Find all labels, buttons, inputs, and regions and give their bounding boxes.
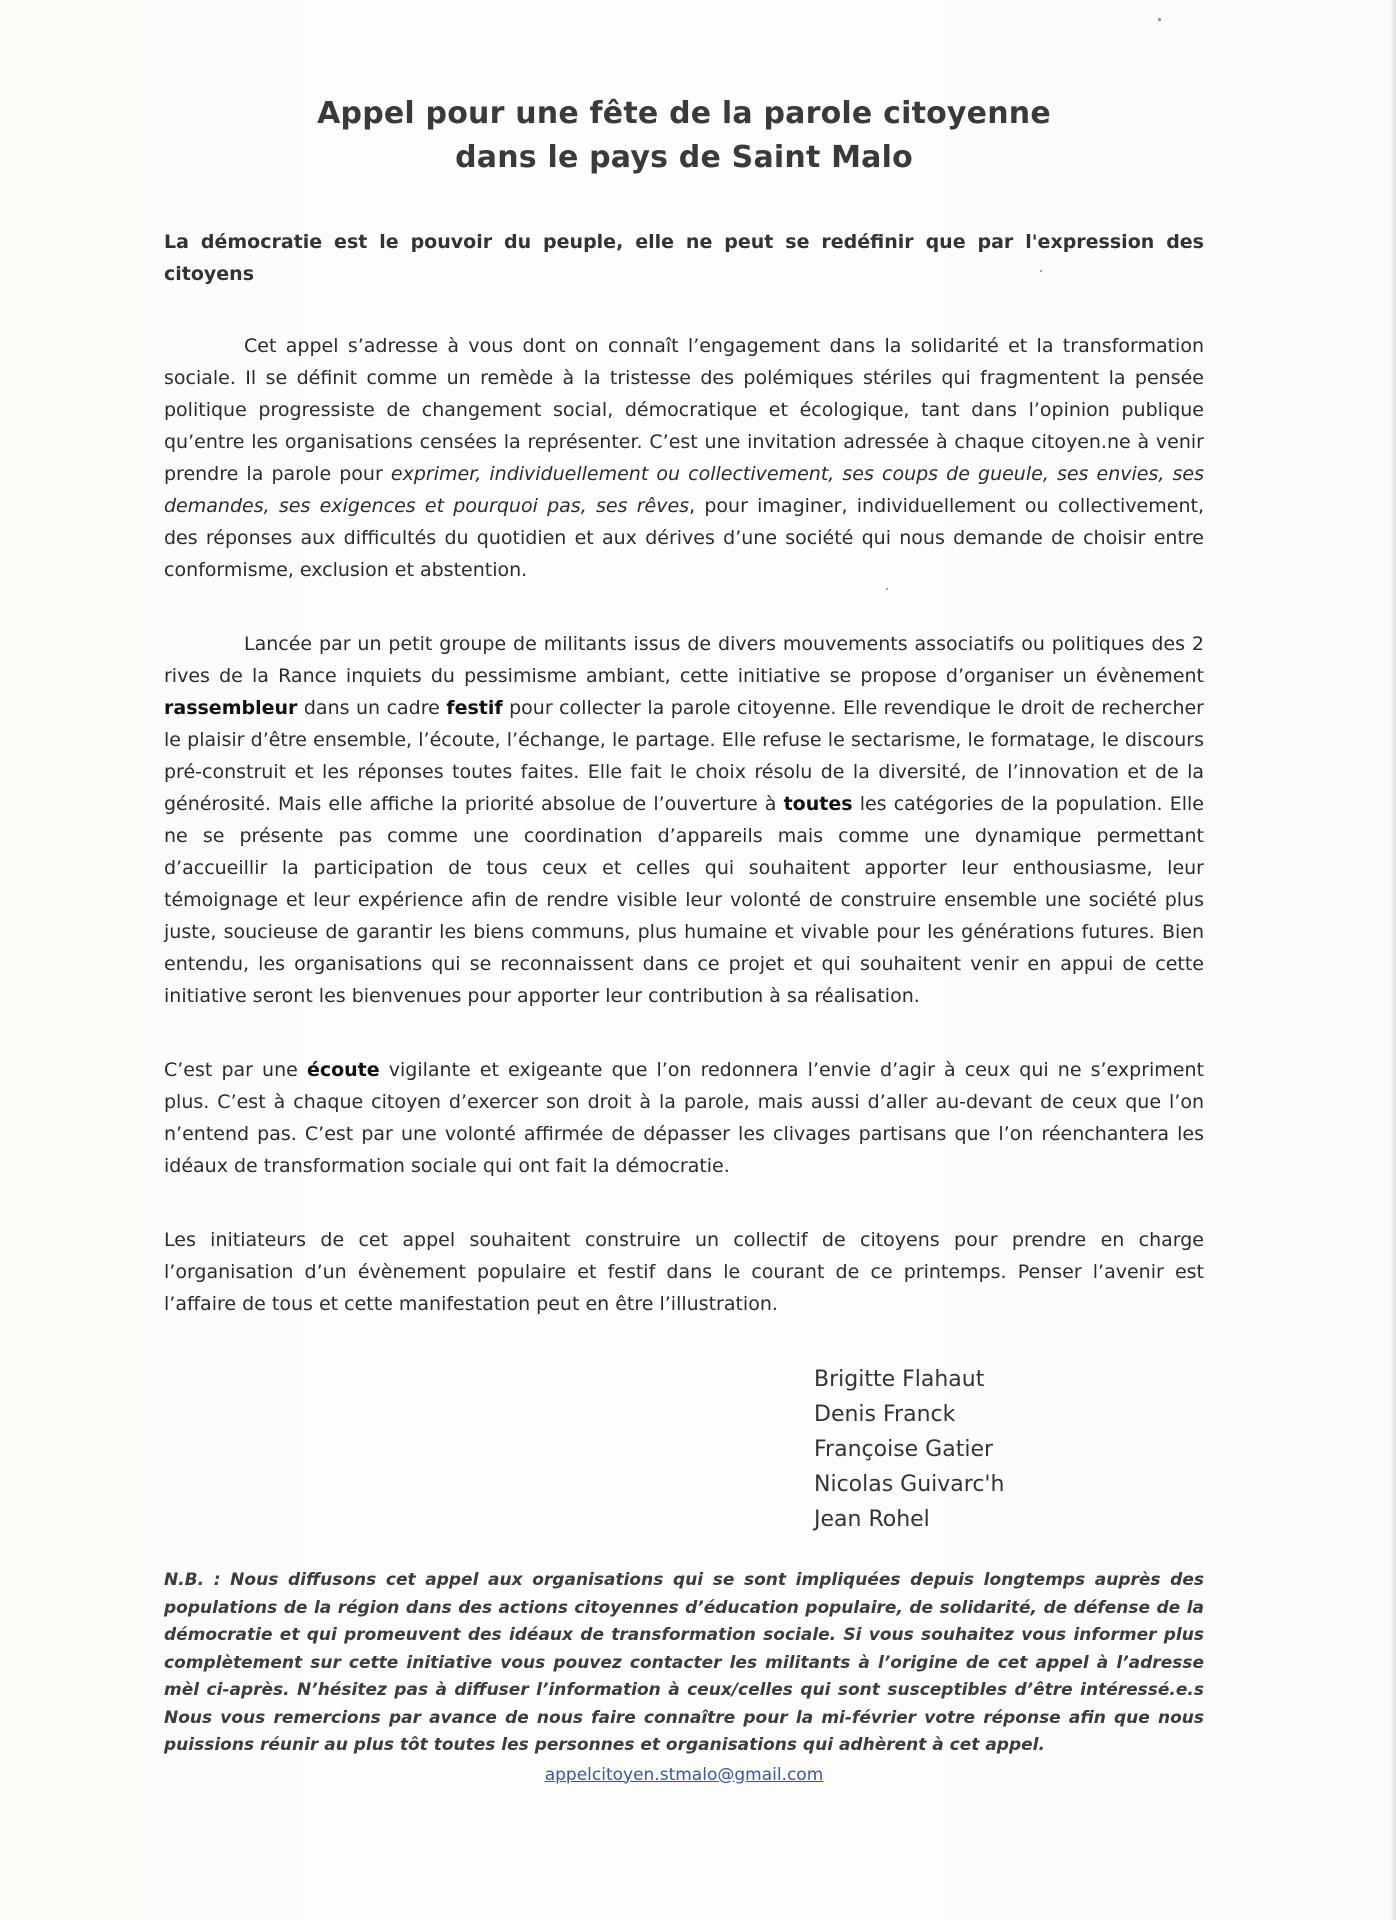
text-run: Les initiateurs de cet appel souhaitent construire un collectif de citoyens pour prendre en charge l’organisation d’un évènement populaire et festif dans le courant de ce printemps. Penser l’avenir est l’affaire de tous et cette manifestation peut en être l’illustration. xyxy=(164,1229,1204,1315)
emphasis-bold: festif xyxy=(446,697,503,719)
text-run: , pour imaginer, individuellement ou collectivement, des réponses aux difficultés du quotidien et aux dérives d’une société qui nous demande de choisir entre conformisme, exclusion et abstention. xyxy=(164,495,1204,581)
contact-email-link[interactable]: appelcitoyen.stmalo@gmail.com xyxy=(544,1764,824,1785)
signatories-list xyxy=(814,1362,1204,1537)
text-run: Lancée par un petit groupe de militants issus de divers mouvements associatifs ou politiques des 2 rives de la Rance inquiets du pessimisme ambiant, cette initiative se propose d’organiser un évènement xyxy=(164,633,1204,687)
page-edge-shadow xyxy=(1390,0,1396,1920)
emphasis-bold: toutes xyxy=(783,793,853,815)
title-line-2: dans le pays de Saint Malo xyxy=(455,140,913,175)
emphasis-bold: rassembleur xyxy=(164,697,298,719)
emphasis-bold: écoute xyxy=(306,1059,380,1081)
text-run: vigilante et exigeante que l’on redonnera l’envie d’agir à ceux qui ne s’expriment plus. C’est à chaque citoyen d’exercer son droit à la parole, mais aussi d’aller au-devant de ceux que l’on n’entend pas. C’est par une volonté affirmée de dépasser les clivages partisans que l’on réenchantera les idéaux de transformation sociale qui ont fait la démocratie. xyxy=(164,1059,1204,1177)
document-title xyxy=(164,92,1204,180)
text-run: C’est par une xyxy=(164,1059,307,1081)
letter-body xyxy=(164,92,1204,1788)
text-run: dans un cadre xyxy=(297,697,447,719)
emphasis-italic: exprimer, individuellement ou collectivement, ses coups de gueule, ses envies, ses demandes, ses exigences et pourquoi pas, ses rêves xyxy=(164,463,1205,517)
lead-statement: La démocratie est le pouvoir du peuple, elle ne peut se redéfinir que par l'expression des citoyens xyxy=(164,231,1204,285)
body-paragraph xyxy=(164,1224,1204,1320)
title-line-1: Appel pour une fête de la parole citoyenne xyxy=(317,96,1051,131)
body-paragraph xyxy=(164,1054,1204,1182)
signatory-name: Brigitte Flahaut xyxy=(814,1367,985,1392)
signatory-name: Françoise Gatier xyxy=(814,1437,994,1462)
signatory-name: Jean Rohel xyxy=(814,1507,930,1532)
text-run: pour collecter la parole citoyenne. Elle revendique le droit de rechercher le plaisir d’être ensemble, l’écoute, l’échange, le partage. Elle refuse le sectarisme, le formatage, le discours pré-construit et les réponses toutes faites. Elle fait le choix résolu de la diversité, de l’innovation et de la générosité. Mais elle affiche la priorité absolue de l’ouverture à xyxy=(164,697,1204,815)
signatory-name: Nicolas Guivarc'h xyxy=(814,1472,1005,1497)
body-paragraph xyxy=(164,330,1204,586)
signatory-name: Denis Franck xyxy=(814,1402,956,1427)
body-paragraphs xyxy=(164,330,1204,1320)
text-run: les catégories de la population. Elle ne se présente pas comme une coordination d’appareils mais comme une dynamique permettant d’accueillir la participation de tous ceux et celles qui souhaitent apporter leur enthousiasme, leur témoignage et leur expérience afin de rendre visible leur volonté de construire ensemble une société plus juste, soucieuse de garantir les biens communs, plus humaine et vivable pour les générations futures. Bien entendu, les organisations qui se reconnaissent dans ce projet et qui souhaitent venir en appui de cette initiative seront les bienvenues pour apporter leur contribution à sa réalisation. xyxy=(164,793,1204,1007)
scan-speck xyxy=(1158,18,1161,21)
nota-bene: N.B. : Nous diffusons cet appel aux organisations qui se sont impliquées depuis longtemps auprès des populations de la région dans des actions citoyennes d’éducation populaire, de solidarité, de défense de la démocratie et qui promeuvent des idéaux de transformation sociale. Si vous souhaitez vous informer plus complètement sur cette initiative vous pouvez contacter les militants à l’origine de cet appel à l’adresse mèl ci-après. N’hésitez pas à diffuser l’information à ceux/celles qui sont susceptibles d’être intéressé.e.s Nous vous remercions par avance de nous faire connaître pour la mi-février votre réponse afin que nous puissions réunir au plus tôt toutes les personnes et organisations qui adhèrent à cet appel. xyxy=(164,1570,1204,1755)
body-paragraph xyxy=(164,628,1204,1012)
text-run: Cet appel s’adresse à vous dont on connaît l’engagement dans la solidarité et la transformation sociale. Il se définit comme un remède à la tristesse des polémiques stériles qui fragmentent la pensée politique progressiste de changement social, démocratique et écologique, tant dans l’opinion publique qu’entre les organisations censées la représenter. C’est une invitation adressée à chaque citoyen.ne à venir prendre la parole pour xyxy=(164,335,1204,485)
